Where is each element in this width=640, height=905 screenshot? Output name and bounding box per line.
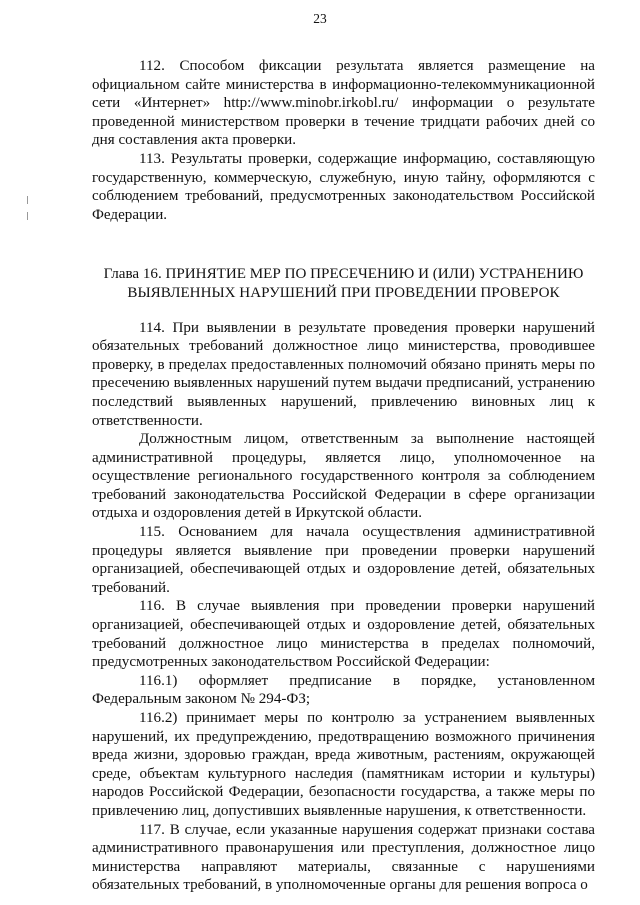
scan-edge-mark (27, 196, 28, 204)
paragraph-112: 112. Способом фиксации результата является размещение на официальном сайте министерства в информационно-телекоммуникационной сети «Интернет» http://www.minobr.irkobl.ru/ информации о результате проведенной министерством проверки в течение тридцати рабочих дней со дня составления акта проверки. (92, 58, 595, 149)
chapter-heading (92, 265, 595, 302)
chapter-heading-line-1: Глава 16. ПРИНЯТИЕ МЕР ПО ПРЕСЕЧЕНИЮ И (ИЛИ) УСТРАНЕНИЮ (103, 266, 584, 283)
paragraph-113: 113. Результаты проверки, содержащие информацию, составляющую государственную, коммерческую, служебную, иную тайну, оформляются с соблюдением требований, предусмотренных законодательством Российской Федерации. (92, 150, 595, 223)
paragraph-116: 116. В случае выявления при проведении проверки нарушений организацией, обеспечивающей отдых и оздоровление детей, обязательных требований должностное лицо министерства в пределах полномочий, предусмотренных законодательством Российской Федерации: (92, 598, 595, 671)
paragraph-114: 114. При выявлении в результате проведения проверки нарушений обязательных требований должностное лицо министерства, проводившее проверку, в пределах предоставленных полномочий обязано принять меры по пресечению выявленных нарушений путем выдачи предписаний, устранению последствий выявленных нарушений, привлечению виновных лиц к ответственности. (92, 319, 595, 429)
paragraph-115: 115. Основанием для начала осуществления административной процедуры является выявление при проведении проверки нарушений организацией, обеспечивающей отдых и оздоровление детей, обязательных требований. (92, 524, 595, 596)
paragraph-responsible-official: Должностным лицом, ответственным за выполнение настоящей административной процедуры, является лицо, уполномоченное на осуществление регионального государственного контроля за соблюдением требований законодательства Российской Федерации в сфере организации отдыха и оздоровления детей в Иркутской области. (92, 431, 595, 522)
page-number: 23 (313, 11, 327, 26)
scan-edge-mark (27, 212, 28, 220)
paragraph-116-1: 116.1) оформляет предписание в порядке, установленном Федеральным законом № 294-ФЗ; (92, 672, 595, 708)
chapter-heading-line-2: ВЫЯВЛЕННЫХ НАРУШЕНИЙ ПРИ ПРОВЕДЕНИИ ПРОВЕРОК (127, 284, 560, 301)
document-body (92, 57, 595, 895)
paragraph-116-2: 116.2) принимает меры по контролю за устранением выявленных нарушений, их предупреждению, предотвращению возможного причинения вреда жизни, здоровью граждан, вреда животным, растениям, окружающей среде, объектам культурного наследия (памятникам истории и культуры) народов Российской Федерации, безопасности государства, а также меры по привлечению лиц, допустивших выявленные нарушения, к ответственности. (92, 710, 595, 819)
paragraph-117: 117. В случае, если указанные нарушения содержат признаки состава административного правонарушения или преступления, должностное лицо министерства направляют материалы, связанные с нарушениями обязательных требований, в уполномоченные органы для решения вопроса о (92, 821, 595, 894)
